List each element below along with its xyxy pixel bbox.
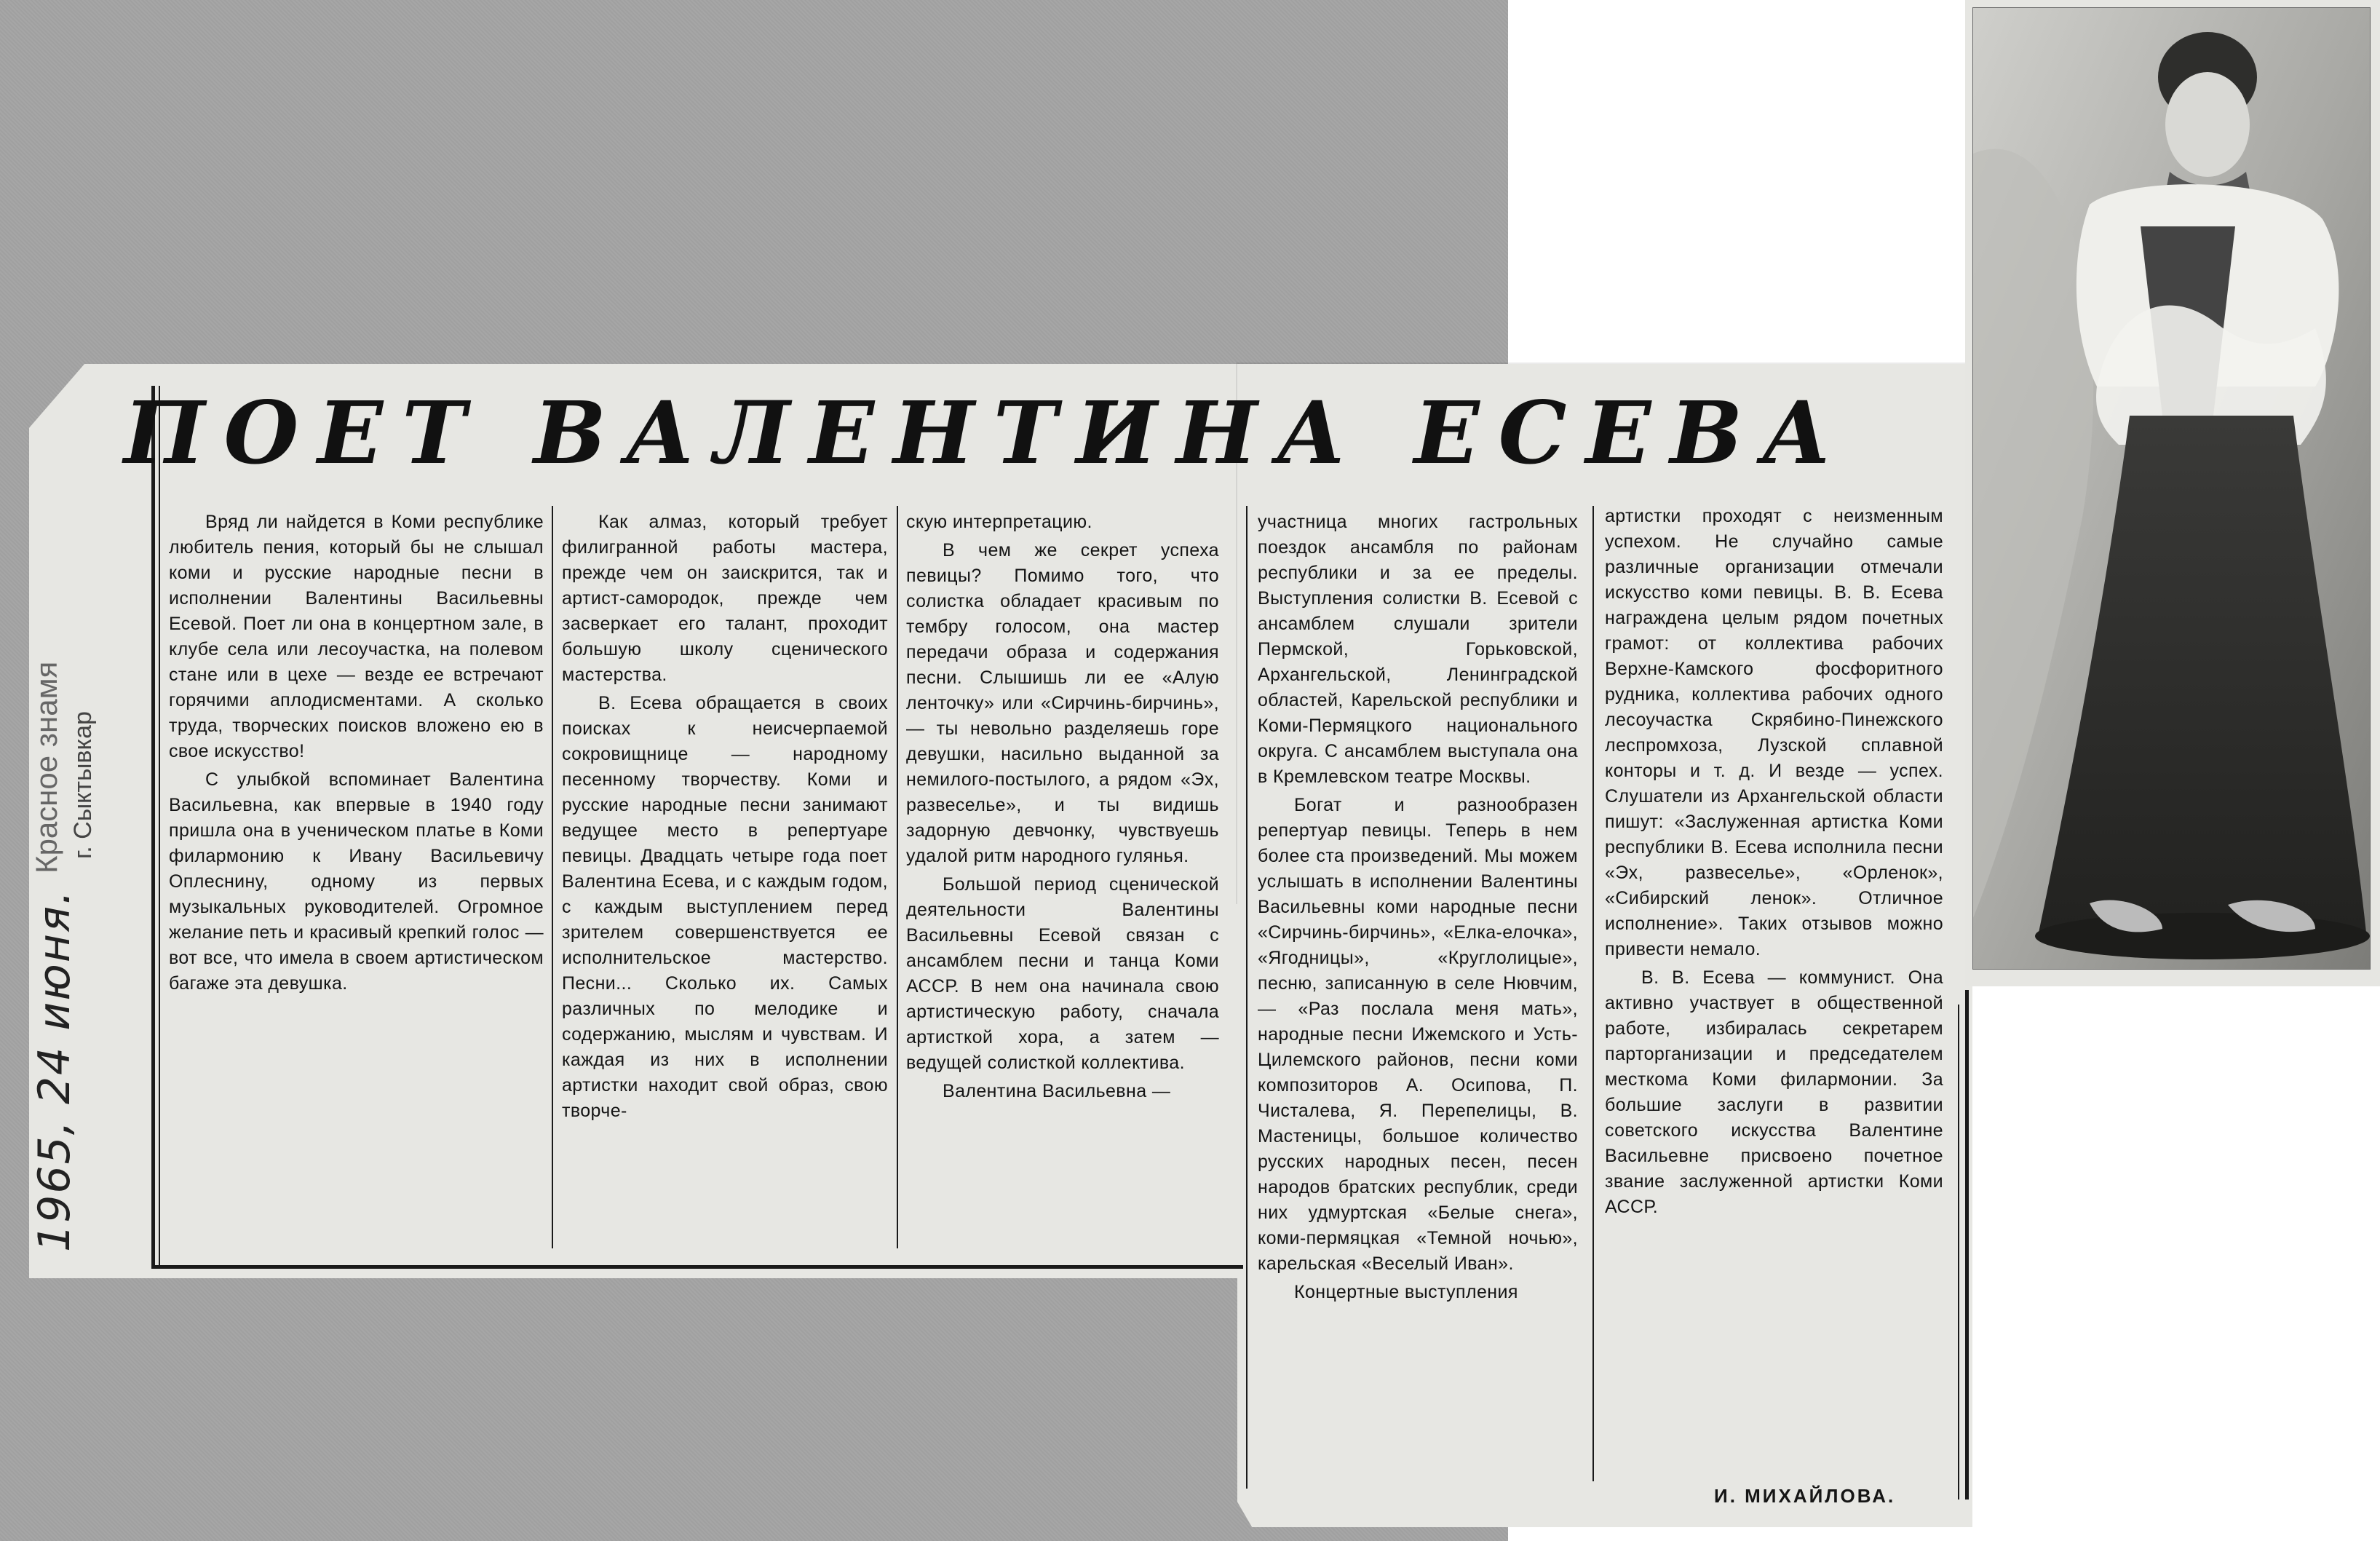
article-column-4 [1258,510,1578,1305]
handwritten-date: 1965, 24 июня. [29,889,80,1252]
singer-figure-illustration [1973,8,2370,969]
article-column-1 [169,510,544,997]
column-divider-3 [1246,506,1247,1489]
column-4-paragraph-1: участница многих гастрольных поездок ансамбля по районам республики и за ее пределы. Выступления солистки В. Есевой с ансамблем слушали зрители Пермской, Горьковской, Архангельской, Ленинградской областей, Карельской республики и Коми-Пермяцкого национального округа. С ансамблем выступала она в Кремлевском театре Москвы. [1258,512,1578,787]
article-column-3 [906,510,1219,1104]
column-divider-1 [552,506,553,1248]
article-column-5 [1605,504,1943,1220]
left-double-rule-inner [159,386,160,1268]
column-2-paragraph-2: В. Есева обращается в своих поисках к неисчерпаемой сокровищнице — народному песенному творчеству. Коми и русские народные песни занимают ведущее место в репертуаре певицы. Двадцать четыре года поет Валентина Есева, и с каждым годом, с каждым выступлением перед зрителем совершенствуется ее исполнительское мастерство. Песни... Сколько их. Самых различных по мелодике и содержанию, мыслям и чувствам. И каждая из них в исполнении артистки находит свой образ, свою творче- [562,693,888,1121]
column-3-paragraph-2: В чем же секрет успеха певицы? Помимо того, что солистка обладает красивым по тембру голосом, она мастер передачи образа и содержания песни. Слышишь ли ее «Алую ленточку» или «Сирчинь-бирчинь», — ты невольно разделяешь горе девушки, насильно выданной за немилого-постылого, а рядом «Эх, развеселье», и ты видишь задорную девчонку, чувствуешь удалой ритм народного гулянья. [906,540,1219,866]
bottom-rule-left [151,1265,1243,1269]
photo-clipping [1965,0,2380,986]
newspaper-city-stamp: г. Сыктывкар [69,711,97,859]
column-3-paragraph-3: Большой период сценической деятельности Валентины Васильевны Есевой связан с ансамблем песни и танца Коми АССР. В нем она начинала свою артистическую работу, сначала артисткой хора, а затем — ведущей солисткой коллектива. [906,874,1219,1073]
column-5-paragraph-2: В. В. Есева — коммунист. Она активно участвует в общественной работе, избиралась секретарем парторганизации и председателем месткома Коми филармонии. За большие заслуги в развитии советского искусства Валентине Васильевне присвоено почетное звание заслуженной артистки Коми АССР. [1605,967,1943,1217]
column-divider-4 [1592,506,1594,1481]
column-1-paragraph-1: Вряд ли найдется в Коми республике любитель пения, который бы не слышал коми и русские народные песни в исполнении Валентины Васильевны Есевой. Поет ли она в концертном зале, в клубе села или лесоучастка, на полевом стане или в цехе — везде ее встречают горячими аплодисментами. А сколько труда, творческих поисков вложено ею в свое искусство! [169,512,544,761]
article-headline: ПОЕТ ВАЛЕНТИНА ЕСЕВА [124,382,1851,483]
singer-portrait-photo [1972,7,2371,970]
column-2-paragraph-1: Как алмаз, который требует филигранной работы мастера, прежде чем он заискрится, так и артист-самородок, прежде чем засверкает его талант, проходит большую школу сценического мастерства. [562,512,888,685]
column-3-paragraph-4: Валентина Васильевна — [943,1081,1171,1101]
column-4-paragraph-2: Богат и разнообразен репертуар певицы. Теперь в нем более ста произведений. Мы можем услышать в исполнении Валентины Васильевны коми народные песни «Сирчинь-бирчинь», «Елка-елочка», «Ягодницы», «Круглолицые», песню, записанную в селе Нювчим, — «Раз послала меня мать», народные песни Ижемского и Усть-Цилемского районов, песни коми композиторов А. Осипова, П. Чисталева, Я. Перепелицы, В. Мастеницы, большое количество русских народных песен, песен народов братских республик, среди них удмуртская «Белые снега», коми-пермяцкая «Темной ночью», карельская «Веселый Иван». [1258,795,1578,1274]
column-4-paragraph-3: Концертные выступления [1294,1282,1518,1302]
right-double-rule-inner [1958,1005,1959,1500]
author-signature: И. МИХАЙЛОВА. [1714,1485,1896,1507]
left-double-rule-outer [151,386,155,1268]
right-double-rule-outer [1965,990,1969,1500]
column-3-paragraph-1: скую интерпретацию. [906,512,1092,532]
column-1-paragraph-2: С улыбкой вспоминает Валентина Васильевна, как впервые в 1940 году пришла она в ученическом платье в Коми филармонию к Ивану Васильевичу Оплеснину, одному из первых музыкальных руководителей. Огромное желание петь и красивый крепкий голос — вот все, что имела в своем артистическом багаже эта девушка. [169,769,544,994]
column-divider-2 [897,506,898,1248]
article-column-2 [562,510,888,1124]
newspaper-title-stamp: Красное знамя [29,661,63,874]
column-5-paragraph-1: артистки проходят с неизменным успехом. Не случайно самые различные организации отмечали искусство коми певицы. В. В. Есева награждена целым рядом почетных грамот: от коллектива рабочих Верхне-Камского фосфоритного рудника, коллектива рабочих одного лесоучастка Скрябино-Пинежского леспромхоза, Лузской сплавной конторы и т. д. И везде — успех. Слушатели из Архангельской области пишут: «Заслуженная артистка Коми республики В. Есева исполнила песни «Эх, развеселье», «Орленок», «Сибирский ленок». Отличное исполнение». Таких отзывов можно привести немало. [1605,506,1943,959]
